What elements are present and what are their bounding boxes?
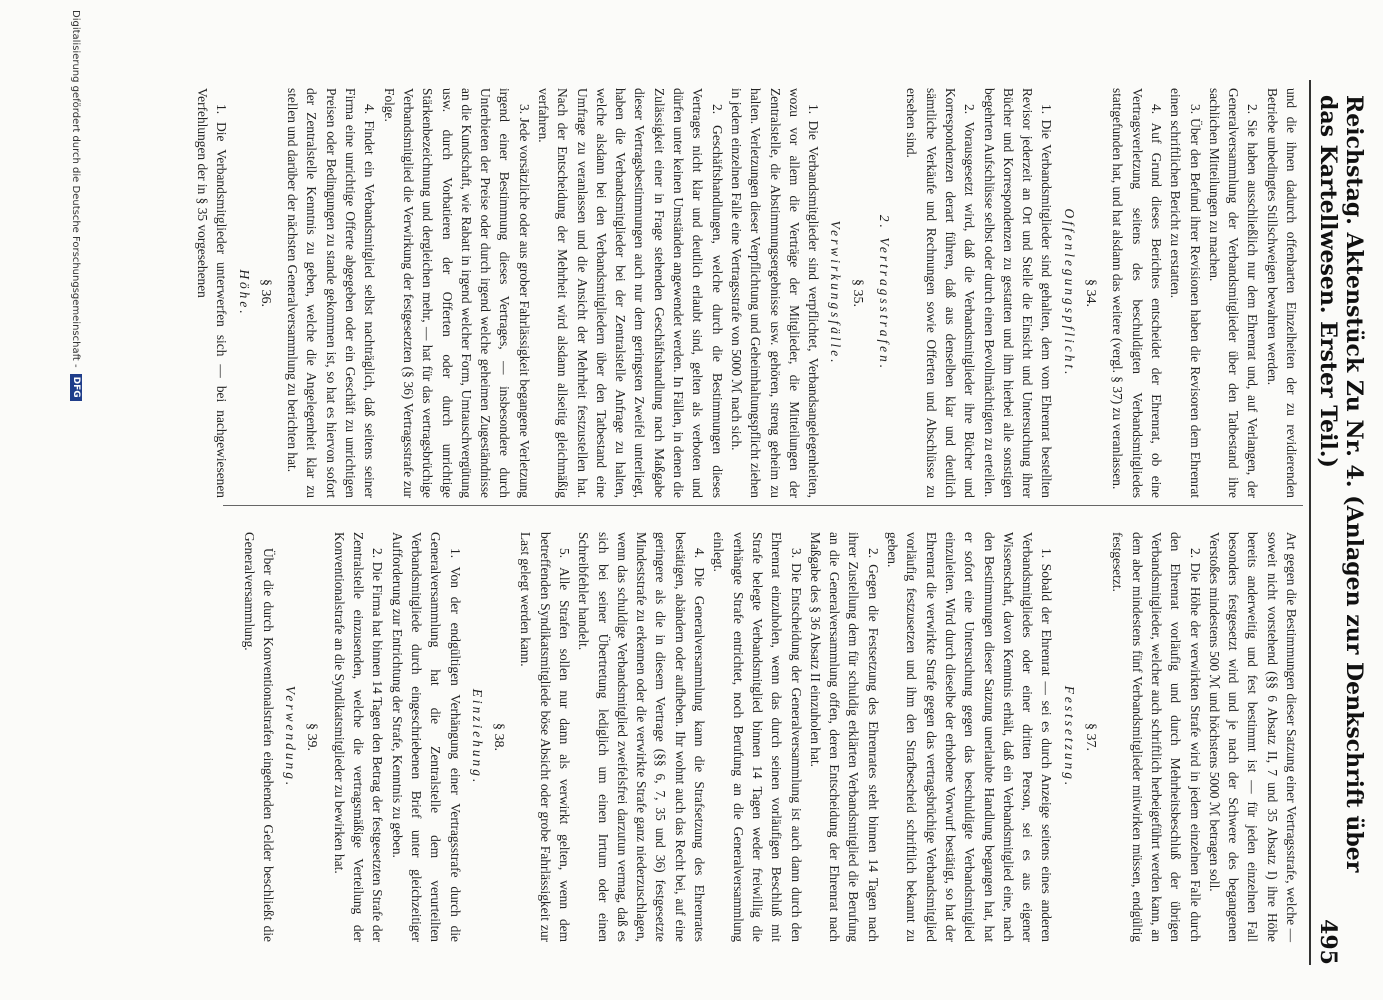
part-heading: 2. Vertragsstrafen. [877, 214, 893, 372]
paragraph: Über die durch Konventionalstrafen eingehenden Gelder beschließt die Generalversammlung. [241, 532, 276, 942]
paragraph: 5. Alle Strafen sollen nur dann als verwirkt gelten, wenn dem betreffenden Syndikatsmitgliede böse Absicht oder grobe Fahrlässigkeit zur Last gelegt werden kann. [518, 532, 573, 942]
paragraph: 1. Die Verbandsmitglieder sind gehalten, dem vom Ehrenrat bestellten Revisor jederzeit an Ort und Stelle die Einsicht und Untersuchung ihrer Bücher und Korrespondenzen zu gestatten und ihm hierbei alle sonstigen begehrten Aufschlüsse selbst oder durch einen Bevollmächtigten zu erteilen. [981, 88, 1055, 498]
section-title: Einziehung. [469, 688, 485, 786]
section-title: Höhe. [236, 269, 252, 317]
section-title: Festsetzung. [1061, 685, 1077, 789]
running-header [1315, 95, 1367, 965]
paragraph: 4. Auf Grund dieses Berichtes entscheidet der Ehrenrat, ob eine Vertragsverletzung seitens des beschuldigten Verbandsmitgliedes stattgefunden hat, und hat alsdann das weitere (vergl. § 37) zu veranlassen. [1110, 88, 1164, 498]
page-number: 495 [1315, 919, 1341, 965]
section-number: § 35. [849, 279, 865, 307]
section-number: § 38. [491, 723, 507, 751]
paragraph: 1. Die Verbandsmitglieder sind verpflichtet, Verbandsangelegenheiten, wozu vor allem die Verträge der Mitglieder, die Mitteilungen der Zentralstelle, die Abstimmungsergebnisse usw. gehören, streng geheim zu halten. Verletzungen dieser Verpflichtung und Geheimhaltungspflicht ziehen in jedem einzelnen Falle eine Vertragsstrafe von 5000 ℳ nach sich. [728, 88, 822, 498]
column-divider [223, 505, 1303, 506]
paragraph: Art gegen die Bestimmungen dieser Satzung einer Vertragsstrafe, welche — soweit nicht vorstehend (§§ 6 Absatz II, 7 und 35 Absatz I) ihre Höhe bereits anderweitig und fest bestimmt ist — für jeden einzelnen Fall besonders festgesetzt wird und je nach der Schwere des begangenen Verstoßes mindestens 500 ℳ und höchstens 5000 ℳ betragen soll. [1206, 532, 1299, 942]
paragraph: 2. Die Firma hat binnen 14 Tagen den Betrag der festgesetzten Strafe der Zentralstelle einzusenden, welche die vertragsmäßige Verteilung der Konventionalstrafe an die Syndikatsmitglieder zu bewirken hat. [331, 532, 386, 942]
digitization-credit [69, 10, 83, 990]
section-title: Verwendung. [283, 685, 299, 789]
section-number: § 39. [304, 723, 320, 751]
paragraph: 2. Vorausgesetzt wird, daß die Verbandsmitglieder ihre Bücher und Korrespondenzen derart führen, daß aus denselben klar und deutlich sämtliche Verkäufe und Rechnungen sowie Offerten und Abschlüsse zu ersehen sind. [904, 88, 978, 498]
credit-text: Digitalisierung gefördert durch die Deutsche Forschungsgemeinschaft - [70, 10, 82, 368]
paragraph: 2. Geschäftshandlungen, welche durch die Bestimmungen dieses Vertrages nicht klar und deutlich erlaubt sind, gelten als verboten und dürfen unter keinen Umständen angewendet werden. In Fällen, in denen die Zulässigkeit einer in Frage stehenden Geschäftshandlung nach Maßgabe dieser Vertragsbestimmungen auch nur dem geringsten Zweifel unterliegt, haben die Verbandsmitglieder bei der Zentralstelle Anfrage zu halten, welche alsdann bei den Verbandsmitgliedern über den Tatbestand eine Umfrage zu veranlassen und die Ansicht der Mehrheit festzustellen hat. Nach der Entscheidung der Mehrheit wird alsdann allseitig gleichmäßig verfahren. [536, 88, 725, 498]
paragraph: 4. Findet ein Verbandsmitglied selbst nachträglich, daß seitens seiner Firma eine unrichtige Offerte abgegeben oder ein Geschäft zu unrichtigen Preisen oder Bedingungen zu stande gekommen ist, so hat es hiervon sofort der Zentralstelle Kenntnis zu geben, welche die Angelegenheit klar zu stellen und darüber der nächsten Generalversammlung zu berichten hat. [285, 88, 378, 498]
paragraph: 3. Jede vorsätzliche oder aus grober Fahrlässigkeit begangene Verletzung irgend einer Bestimmung dieses Vertrages, — insbesondere durch Unterbieten der Preise oder durch irgend welche geheimen Zugeständnisse an die Kundschaft, wie Rabatt in irgend welcher Form, Umtauschvergütung usw. durch Vorbatieren der Offerten oder durch unrichtige Stärkenbezeichnung und dergleichen mehr, — hat für das vertragsbrüchige Verbandsmitglied die Verwirkung der festgesetzten (§ 36) Vertragsstrafe zur Folge. [381, 88, 532, 498]
section-title: Verwirkungsfälle. [828, 220, 844, 366]
paragraph: 3. Die Entscheidung der Generalversammlung ist auch dann durch den Ehrenrat einzuholen, wenn das durch seinen vorläufigen Beschluß mit Strafe belegte Verbandsmitglied binnen 14 Tagen weder freiwillig die verhängte Strafe entrichtet, noch Berufung an die Generalversammlung einlegt. [711, 532, 804, 942]
section-title: Offenlegungspflicht. [1061, 208, 1077, 378]
left-column [193, 88, 1301, 498]
paragraph: und die ihnen dadurch offenbarten Einzelheiten der zu revidierenden Betriebe unbedingtes Stillschweigen bewahren werden. [1264, 88, 1299, 498]
paragraph: 4. Die Generalversammlung kann die Strafsetzung des Ehrenrates bestätigen, abändern oder aufheben. Ihr wohnt auch das Recht bei, auf eine geringere als die in diesem Vertrage (§§ 6, 7, 35 und 36) festgesetzte Mindeststrafe zu erkennen oder die verwirkte Strafe ganz niederzuschlagen, wenn das schuldige Verbandsmitglied zweifelsfrei darzutun vermag, daß es sich bei seiner Übertretung lediglich um einen Irrtum oder einen Schreibfehler handelt. [576, 532, 708, 942]
dfg-logo: DFG [70, 374, 82, 401]
header-rule [1309, 80, 1311, 965]
paragraph: 1. Von der endgültigen Verhängung einer Vertragsstrafe durch die Generalversammlung hat die Zentralstelle dem verurteilten Verbandsmitgliede durch eingeschriebenen Brief unter gleichzeitiger Aufforderung zur Entrichtung der Strafe, Kenntnis zu geben. [389, 532, 463, 942]
paragraph: 1. Die Verbandsmitglieder unterwerfen sich — bei nachgewiesenen Verfehlungen der in § 35 vorgesehenen [194, 88, 230, 498]
paragraph: 1. Sobald der Ehrenrat — sei es durch Anzeige seitens eines anderen Verbandsmitgliedes oder einer dritten Person, sei es aus eigener Wissenschaft, davon Kenntnis erhält, daß ein Verbandsmitglied eine, nach den Bestimmungen dieser Satzung unerlaubte Handlung begangen hat, hat er sofort eine Untersuchung gegen das beschuldigte Verbandsmitglied einzuleiten. Wird durch dieselbe der erhobene Vorwurf bestätigt, so hat der Ehrenrat die verwirkte Strafe gegen das vertragsbrüchige Verbandsmitglied vorläufig festzusetzen und ihm den Strafbescheid schriftlich bekannt zu geben. [885, 532, 1055, 942]
section-number: § 37. [1083, 723, 1099, 751]
section-number: § 36. [257, 279, 273, 307]
paragraph: 2. Die Höhe der verwirkten Strafe wird in jedem einzelnen Falle durch den Ehrenrat vorläufig und durch Mehrheitsbeschluß der übrigen Verbandsmitglieder, welcher auch schriftlich herbeigeführt werden kann, an dem aber mindestens fünf Verbandsmitglieder mitwirken müssen, endgültig festgesetzt. [1110, 532, 1203, 942]
right-column [239, 532, 1301, 942]
paragraph: 2. Sie haben ausschließlich nur dem Ehrenrat und, auf Verlangen, der Generalversammlung der Verbandsmitglieder über den Tatbestand ihre sachlichen Mitteilungen zu machen. [1206, 88, 1261, 498]
section-number: § 34. [1083, 279, 1099, 307]
paragraph: 3. Über den Befund ihrer Revisionen haben die Revisoren dem Ehrenrat einen schriftlichen Bericht zu erstatten. [1168, 88, 1203, 498]
paragraph: 2. Gegen die Festsetzung des Ehrenrates steht binnen 14 Tagen nach ihrer Zustellung dem für schuldig erklärten Verbandsmitglied die Berufung an die Generalversammlung offen, deren Entscheidung der Ehrenrat nach Maßgabe des § 36 Absatz II einzuholen hat. [807, 532, 881, 942]
header-title: Reichstag. Aktenstück Zu Nr. 4. (Anlagen zur Denkschrift über das Kartellwesen. Erster Teil.) [1315, 95, 1367, 873]
